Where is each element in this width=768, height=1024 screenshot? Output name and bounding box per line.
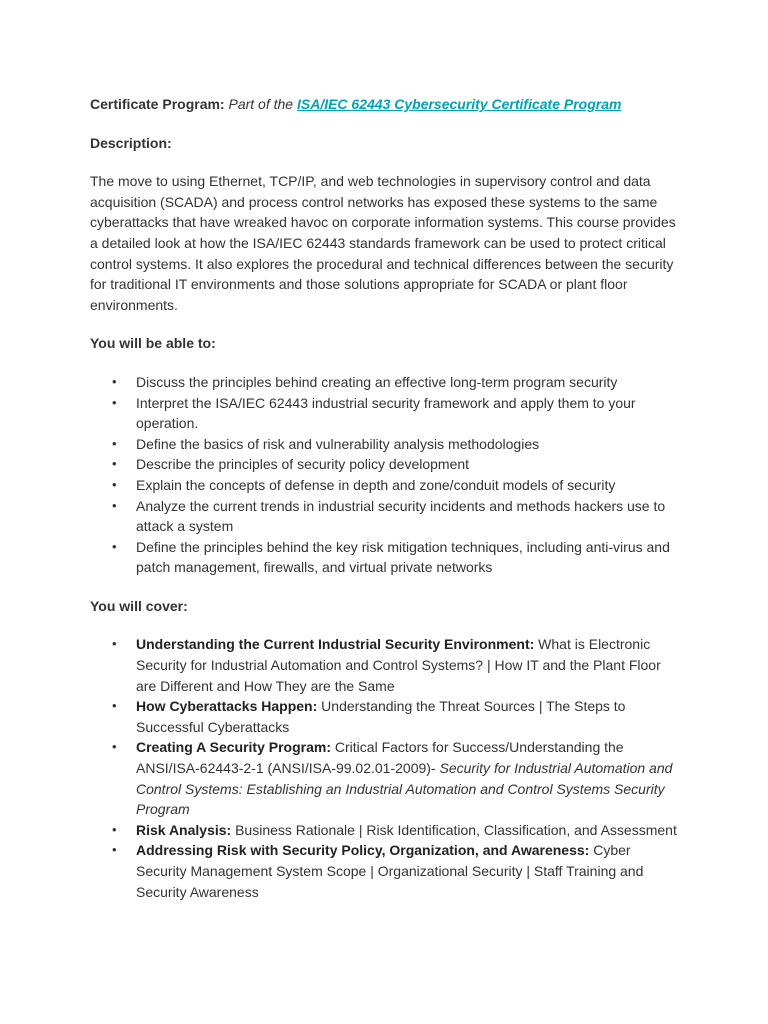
certificate-program-line	[90, 94, 680, 115]
bullet-icon: •	[112, 636, 117, 652]
cover-item-italic: Security for Industrial Automation and Control Systems: Establishing an Industrial Automation and Control Systems Security Program	[136, 760, 673, 818]
cover-item-text: Critical Factors for Success/Understanding the ANSI/ISA-62443-2-1 (ANSI/ISA-99.02.01-2009)-	[136, 739, 624, 777]
list-item	[90, 475, 680, 496]
cover-item-title: Creating A Security Program:	[136, 739, 332, 756]
list-item	[90, 634, 680, 696]
bullet-icon: •	[112, 456, 117, 472]
list-item	[90, 496, 680, 537]
bullet-icon: •	[112, 842, 117, 858]
cover-heading: You will cover:	[90, 597, 188, 614]
certificate-program-prefix: Part of the	[224, 96, 297, 112]
bullet-icon: •	[112, 739, 117, 755]
list-item	[90, 393, 680, 434]
list-item	[90, 454, 680, 475]
list-item	[90, 372, 680, 393]
list-item-text: Define the basics of risk and vulnerability analysis methodologies	[136, 435, 540, 452]
list-item	[90, 820, 680, 841]
cover-item-text: Business Rationale | Risk Identification, Classification, and Assessment	[231, 821, 677, 838]
list-item-text: Explain the concepts of defense in depth and zone/conduit models of security	[136, 476, 616, 493]
bullet-icon: •	[112, 538, 117, 554]
cover-item-text: Cyber Security Management System Scope | Organizational Security | Staff Training and Security Awareness	[136, 842, 644, 900]
bullet-icon: •	[112, 698, 117, 714]
cover-item-title: How Cyberattacks Happen:	[136, 698, 318, 715]
document-page	[90, 94, 680, 920]
list-item	[90, 840, 680, 902]
list-item	[90, 537, 680, 578]
list-item	[90, 696, 680, 737]
list-item	[90, 737, 680, 819]
list-item-text: Analyze the current trends in industrial security incidents and methods hackers use to attack a system	[136, 497, 666, 535]
able-to-list	[90, 372, 680, 578]
cover-item-title: Risk Analysis:	[136, 821, 232, 838]
cover-list	[90, 634, 680, 902]
bullet-icon: •	[112, 497, 117, 513]
list-item-text: Describe the principles of security policy development	[136, 456, 470, 473]
certificate-program-link[interactable]: ISA/IEC 62443 Cybersecurity Certificate Program	[296, 96, 622, 112]
cover-item-title: Understanding the Current Industrial Security Environment:	[136, 636, 535, 653]
bullet-icon: •	[112, 373, 117, 389]
able-to-heading: You will be able to:	[90, 335, 216, 352]
description-body: The move to using Ethernet, TCP/IP, and web technologies in supervisory control and data acquisition (SCADA) and process control networks has exposed these systems to the same cyberattacks that have wreaked havoc on corporate information systems. This course provides a detailed look at how the ISA/IEC 62443 standards framework can be used to protect critical control systems. It also explores the procedural and technical differences between the security for traditional IT environments and those solutions appropriate for SCADA or plant floor environments.	[90, 173, 676, 313]
bullet-icon: •	[112, 821, 117, 837]
cover-item-text: Understanding the Threat Sources | The Steps to Successful Cyberattacks	[136, 698, 626, 735]
list-item	[90, 434, 680, 455]
description-heading: Description:	[90, 134, 172, 151]
bullet-icon: •	[112, 435, 117, 451]
bullet-icon: •	[112, 476, 117, 492]
list-item-text: Define the principles behind the key risk mitigation techniques, including anti-virus and patch management, firewalls, and virtual private networks	[136, 538, 670, 576]
cover-item-title: Addressing Risk with Security Policy, Organization, and Awareness:	[136, 842, 590, 859]
list-item-text: Discuss the principles behind creating an effective long-term program security	[136, 373, 618, 390]
list-item-text: Interpret the ISA/IEC 62443 industrial security framework and apply them to your operation.	[136, 394, 636, 432]
certificate-program-label: Certificate Program:	[90, 96, 225, 112]
cover-item-text: What is Electronic Security for Industrial Automation and Control Systems? | How IT and the Plant Floor are Different and How They are the Same	[136, 636, 661, 694]
bullet-icon: •	[112, 394, 117, 410]
